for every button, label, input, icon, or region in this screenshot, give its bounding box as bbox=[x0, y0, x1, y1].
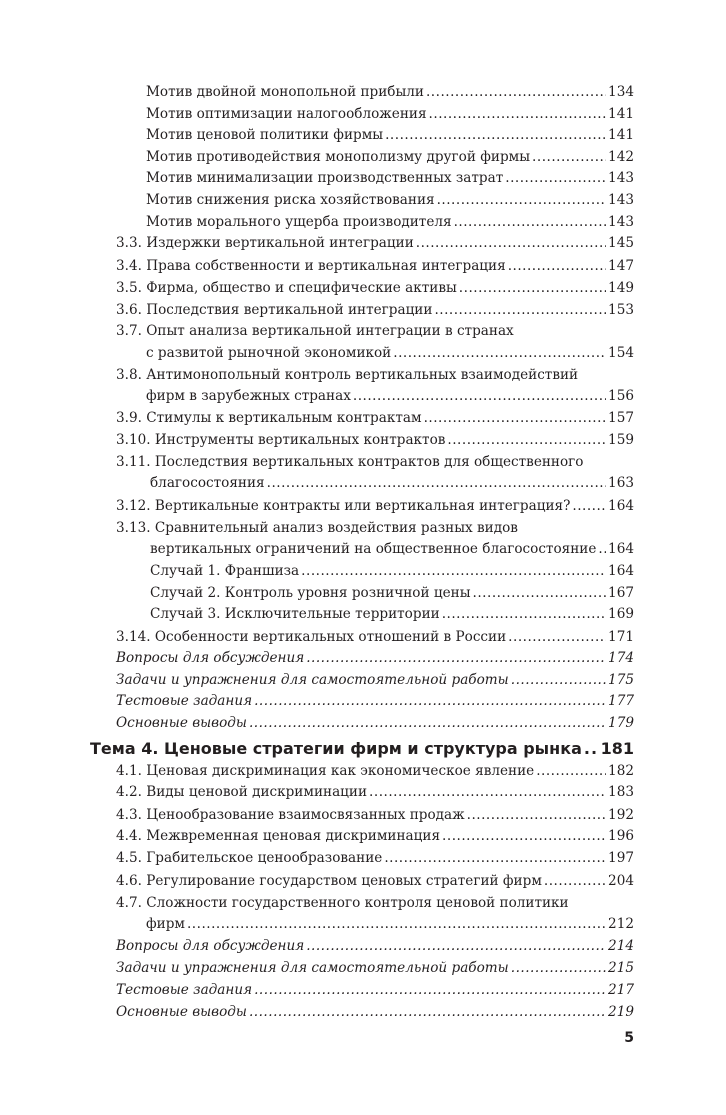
toc-entry-page: 183 bbox=[608, 784, 634, 800]
toc-entry bbox=[146, 343, 634, 363]
toc-entry-title: 3.10. Инструменты вертикальных контрактов bbox=[116, 432, 446, 448]
dot-leader bbox=[447, 430, 606, 450]
toc-entry bbox=[116, 233, 634, 253]
dot-leader bbox=[459, 278, 606, 298]
toc-entry-title: 3.11. Последствия вертикальных контрактов для общественного bbox=[116, 454, 584, 470]
toc-entry bbox=[116, 782, 634, 802]
dot-leader bbox=[254, 691, 606, 711]
toc-entry-page: 143 bbox=[608, 192, 634, 208]
toc-entry-title: 4.3. Ценообразование взаимосвязанных продаж bbox=[116, 807, 465, 823]
toc-entry bbox=[116, 648, 634, 668]
toc-entry-title: 3.9. Стимулы к вертикальным контрактам bbox=[116, 410, 422, 426]
toc-entry-page: 156 bbox=[608, 388, 634, 404]
toc-entry-title: 4.6. Регулирование государством ценовых стратегий фирм bbox=[116, 873, 542, 889]
toc-entry-title: Случай 3. Исключительные территории bbox=[150, 606, 440, 622]
toc-entry bbox=[116, 256, 634, 276]
toc-entry bbox=[146, 190, 634, 210]
toc-entry bbox=[150, 583, 634, 603]
toc-entry-page: 196 bbox=[608, 828, 634, 844]
toc-entry bbox=[116, 627, 634, 647]
toc-entry-page: 153 bbox=[608, 302, 634, 318]
dot-leader bbox=[393, 343, 606, 363]
toc-entry bbox=[116, 893, 634, 913]
toc-entry-page: 177 bbox=[608, 693, 634, 709]
toc-entry bbox=[116, 300, 634, 320]
toc-entry-title: вертикальных ограничений на общественное благосостояние bbox=[150, 541, 597, 557]
toc-entry bbox=[116, 518, 634, 538]
dot-leader bbox=[426, 82, 606, 102]
toc-entry bbox=[146, 82, 634, 102]
toc-entry-page: 174 bbox=[608, 650, 634, 666]
toc-entry-page: 163 bbox=[608, 475, 634, 491]
toc-entry-title: 4.4. Межвременная ценовая дискриминация bbox=[116, 828, 441, 844]
dot-leader bbox=[429, 104, 607, 124]
toc-entry bbox=[116, 452, 634, 472]
toc-entry-title: 3.13. Сравнительный анализ воздействия разных видов bbox=[116, 520, 518, 536]
toc-entry bbox=[150, 561, 634, 581]
toc-entry-page: 175 bbox=[608, 672, 634, 688]
toc-entry-page: 169 bbox=[608, 606, 634, 622]
toc-entry-title: Мотив снижения риска хозяйствования bbox=[146, 192, 435, 208]
toc-entry bbox=[146, 914, 634, 934]
toc-entry bbox=[116, 713, 634, 733]
toc-entry bbox=[116, 691, 634, 711]
toc-entry-title: Мотив морального ущерба производителя bbox=[146, 214, 452, 230]
toc-entry-page: 134 bbox=[608, 84, 634, 100]
toc-entry bbox=[146, 125, 634, 145]
toc-entry-page: 143 bbox=[608, 214, 634, 230]
dot-leader bbox=[508, 627, 606, 647]
dot-leader bbox=[536, 761, 606, 781]
toc-entry bbox=[116, 826, 634, 846]
toc-entry-page: 149 bbox=[608, 280, 634, 296]
toc-entry-title: Тестовые задания bbox=[116, 693, 253, 709]
toc-entry bbox=[146, 147, 634, 167]
dot-leader bbox=[511, 670, 606, 690]
dot-leader bbox=[584, 737, 599, 761]
dot-leader bbox=[454, 212, 606, 232]
toc-entry-page: 215 bbox=[608, 960, 634, 976]
toc-entry-title: 3.6. Последствия вертикальной интеграции bbox=[116, 302, 433, 318]
dot-leader bbox=[249, 713, 606, 733]
toc-entry bbox=[150, 539, 634, 559]
toc-entry-title: Тестовые задания bbox=[116, 982, 253, 998]
toc-entry-title: Случай 2. Контроль уровня розничной цены bbox=[150, 585, 471, 601]
toc-entry-page: 217 bbox=[608, 982, 634, 998]
toc-entry bbox=[116, 365, 634, 385]
dot-leader bbox=[254, 980, 606, 1000]
toc-entry-title: Мотив ценовой политики фирмы bbox=[146, 127, 384, 143]
toc-entry bbox=[116, 1002, 634, 1022]
toc-entry-title: Тема 4. Ценовые стратегии фирм и структура рынка bbox=[90, 739, 582, 758]
toc-entry-page: 159 bbox=[608, 432, 634, 448]
toc-entry-page: 154 bbox=[608, 345, 634, 361]
dot-leader bbox=[437, 190, 606, 210]
toc-entry bbox=[146, 168, 634, 188]
toc-entry bbox=[116, 408, 634, 428]
toc-entry bbox=[116, 848, 634, 868]
toc-entry bbox=[116, 496, 634, 516]
toc-entry-page: 179 bbox=[608, 715, 634, 731]
toc-entry-title: 4.5. Грабительское ценообразование bbox=[116, 850, 383, 866]
toc-entry-title: 3.7. Опыт анализа вертикальной интеграции в странах bbox=[116, 323, 514, 339]
toc-entry-page: 145 bbox=[608, 235, 634, 251]
toc-entry-title: Вопросы для обсуждения bbox=[116, 650, 305, 666]
dot-leader bbox=[416, 233, 606, 253]
toc-entry bbox=[150, 473, 634, 493]
toc-entry-page: 164 bbox=[608, 541, 634, 557]
dot-leader bbox=[187, 914, 606, 934]
dot-leader bbox=[434, 300, 606, 320]
toc-entry bbox=[116, 321, 634, 341]
dot-leader bbox=[369, 782, 606, 802]
toc-entry-page: 219 bbox=[608, 1004, 634, 1020]
dot-leader bbox=[442, 826, 606, 846]
toc-heading bbox=[90, 737, 634, 761]
toc-entry-title: Мотив оптимизации налогообложения bbox=[146, 106, 427, 122]
toc-entry bbox=[116, 761, 634, 781]
toc-entry-title: 4.7. Сложности государственного контроля ценовой политики bbox=[116, 895, 569, 911]
dot-leader bbox=[353, 386, 606, 406]
toc-entry-page: 141 bbox=[608, 106, 634, 122]
toc-entry-page: 147 bbox=[608, 258, 634, 274]
toc-entry-title: 3.12. Вертикальные контракты или вертикальная интеграция? bbox=[116, 498, 571, 514]
dot-leader bbox=[598, 539, 606, 559]
toc-entry bbox=[116, 430, 634, 450]
toc-entry-page: 214 bbox=[608, 938, 634, 954]
toc-entry-title: 3.3. Издержки вертикальной интеграции bbox=[116, 235, 414, 251]
dot-leader bbox=[306, 936, 606, 956]
dot-leader bbox=[385, 125, 606, 145]
dot-leader bbox=[267, 473, 606, 493]
toc-entry bbox=[116, 871, 634, 891]
toc-entry-title: 4.2. Виды ценовой дискриминации bbox=[116, 784, 368, 800]
dot-leader bbox=[544, 871, 606, 891]
toc-entry-page: 164 bbox=[608, 498, 634, 514]
toc-entry-page: 167 bbox=[608, 585, 634, 601]
toc-entry-title: Основные выводы bbox=[116, 715, 247, 731]
toc-entry-title: фирм в зарубежных странах bbox=[146, 388, 351, 404]
dot-leader bbox=[473, 583, 607, 603]
toc-entry bbox=[116, 805, 634, 825]
toc-entry-page: 181 bbox=[600, 739, 634, 758]
toc-entry-title: Задачи и упражнения для самостоятельной работы bbox=[116, 672, 509, 688]
toc-entry-page: 143 bbox=[608, 170, 634, 186]
toc-entry-page: 212 bbox=[608, 916, 634, 932]
dot-leader bbox=[301, 561, 606, 581]
toc-entry-title: Основные выводы bbox=[116, 1004, 247, 1020]
dot-leader bbox=[572, 496, 606, 516]
toc-entry bbox=[150, 604, 634, 624]
toc-entry-page: 142 bbox=[608, 149, 634, 165]
toc-entry bbox=[146, 386, 634, 406]
toc-entry bbox=[146, 212, 634, 232]
dot-leader bbox=[532, 147, 606, 167]
toc-entry-title: Мотив минимализации производственных затрат bbox=[146, 170, 504, 186]
dot-leader bbox=[424, 408, 606, 428]
toc-entry-title: 3.5. Фирма, общество и специфические активы bbox=[116, 280, 457, 296]
dot-leader bbox=[505, 168, 606, 188]
dot-leader bbox=[467, 805, 606, 825]
dot-leader bbox=[508, 256, 606, 276]
page-number: 5 bbox=[624, 1030, 634, 1046]
toc-entry-title: фирм bbox=[146, 916, 185, 932]
toc-entry-title: Случай 1. Франшиза bbox=[150, 563, 300, 579]
toc-entry-page: 141 bbox=[608, 127, 634, 143]
toc-entry-title: 4.1. Ценовая дискриминация как экономическое явление bbox=[116, 763, 535, 779]
dot-leader bbox=[511, 958, 606, 978]
dot-leader bbox=[306, 648, 606, 668]
toc-entry-page: 171 bbox=[608, 629, 634, 645]
toc-entry-title: благосостояния bbox=[150, 475, 265, 491]
toc-entry-page: 197 bbox=[608, 850, 634, 866]
toc-entry-title: с развитой рыночной экономикой bbox=[146, 345, 392, 361]
toc-entry-page: 164 bbox=[608, 563, 634, 579]
toc-entry-title: Мотив противодействия монополизму другой фирмы bbox=[146, 149, 531, 165]
toc-entry bbox=[116, 278, 634, 298]
toc-entry-page: 192 bbox=[608, 807, 634, 823]
dot-leader bbox=[442, 604, 606, 624]
dot-leader bbox=[384, 848, 606, 868]
toc-entry bbox=[116, 958, 634, 978]
toc-entry-page: 182 bbox=[608, 763, 634, 779]
toc-entry-title: 3.8. Антимонопольный контроль вертикальных взаимодействий bbox=[116, 367, 579, 383]
toc-entry-title: 3.14. Особенности вертикальных отношений в России bbox=[116, 629, 507, 645]
toc-entry-page: 204 bbox=[608, 873, 634, 889]
toc-entry-title: Задачи и упражнения для самостоятельной работы bbox=[116, 960, 509, 976]
toc-entry bbox=[116, 670, 634, 690]
toc-entry-title: Вопросы для обсуждения bbox=[116, 938, 305, 954]
toc-entry bbox=[146, 104, 634, 124]
dot-leader bbox=[249, 1002, 606, 1022]
toc-entry bbox=[116, 980, 634, 1000]
toc-entry-page: 157 bbox=[608, 410, 634, 426]
toc-entry-title: Мотив двойной монопольной прибыли bbox=[146, 84, 424, 100]
toc-entry bbox=[116, 936, 634, 956]
toc-entry-title: 3.4. Права собственности и вертикальная интеграция bbox=[116, 258, 506, 274]
